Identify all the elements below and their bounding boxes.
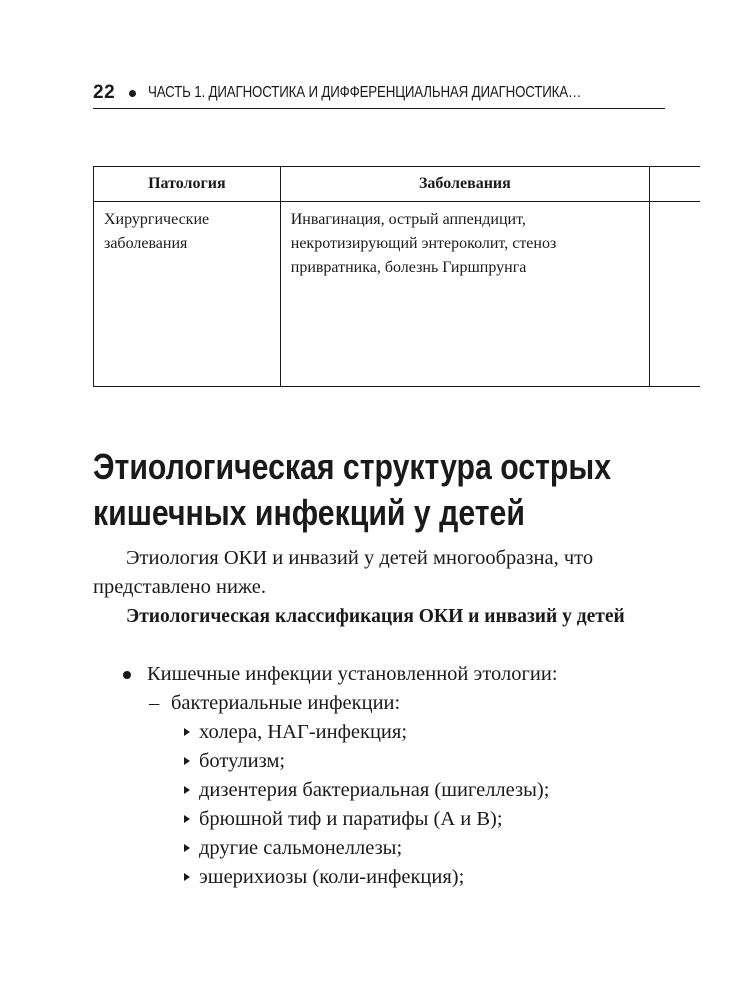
triangle-bullet-icon <box>184 873 190 881</box>
list-item-label: бактериальные инфекции: <box>171 692 401 714</box>
list-item <box>93 834 693 863</box>
list-item <box>93 863 693 892</box>
running-title: ЧАСТЬ 1. ДИАГНОСТИКА И ДИФФЕРЕНЦИАЛЬНАЯ ДИАГНОСТИКА… <box>148 84 582 101</box>
bullet-dot-icon <box>123 671 131 679</box>
triangle-bullet-icon <box>184 815 190 823</box>
section-title: Этиологическая структура острых кишечных инфекций у детей <box>93 446 612 533</box>
triangle-bullet-icon <box>184 786 190 794</box>
classification-heading: Этиологическая классификация ОКИ и инвазий у детей <box>126 606 625 627</box>
list-item-label: эшерихиозы (коли-инфекция); <box>199 866 465 888</box>
header-bullet-icon <box>129 90 136 97</box>
list-item-label: холера, НАГ-инфекция; <box>199 721 408 743</box>
column-header-diseases: Заболевания <box>280 167 649 202</box>
list-item-level2 <box>93 689 693 718</box>
list-item-label: Кишечные инфекции установленной этологии: <box>147 663 558 685</box>
pathology-table-wrapper <box>93 166 750 387</box>
list-item-label: ботулизм; <box>199 750 286 772</box>
table-row <box>94 202 701 387</box>
pathology-table <box>93 166 700 387</box>
list-item-label: дизентерия бактериальная (шигеллезы); <box>199 779 550 801</box>
list-item-label: другие сальмонеллезы; <box>199 837 403 859</box>
list-item <box>93 718 693 747</box>
etiology-list <box>93 660 693 892</box>
triangle-bullet-icon <box>184 757 190 765</box>
list-item-label: брюшной тиф и паратифы (А и В); <box>199 808 503 830</box>
cell-pathology: Хирургические заболевания <box>94 202 281 387</box>
cell-diseases: Инвагинация, острый аппендицит, некротизирующий энтероколит, стеноз привратника, болезнь Гиршпрунга <box>280 202 649 387</box>
intro-paragraph: Этиология ОКИ и инвазий у детей многообразна, что представлено ниже. <box>93 547 594 598</box>
list-item <box>93 805 693 834</box>
dash-marker: – <box>149 692 160 714</box>
list-item-level1 <box>93 660 693 689</box>
triangle-bullet-icon <box>184 844 190 852</box>
triangle-bullet-icon <box>184 728 190 736</box>
page-number: 22 <box>93 82 116 103</box>
table-header-row <box>94 167 701 202</box>
column-header-extra <box>650 167 700 202</box>
page-header <box>93 78 665 109</box>
list-item <box>93 776 693 805</box>
column-header-pathology: Патология <box>94 167 281 202</box>
cell-extra <box>650 202 700 387</box>
list-item <box>93 747 693 776</box>
